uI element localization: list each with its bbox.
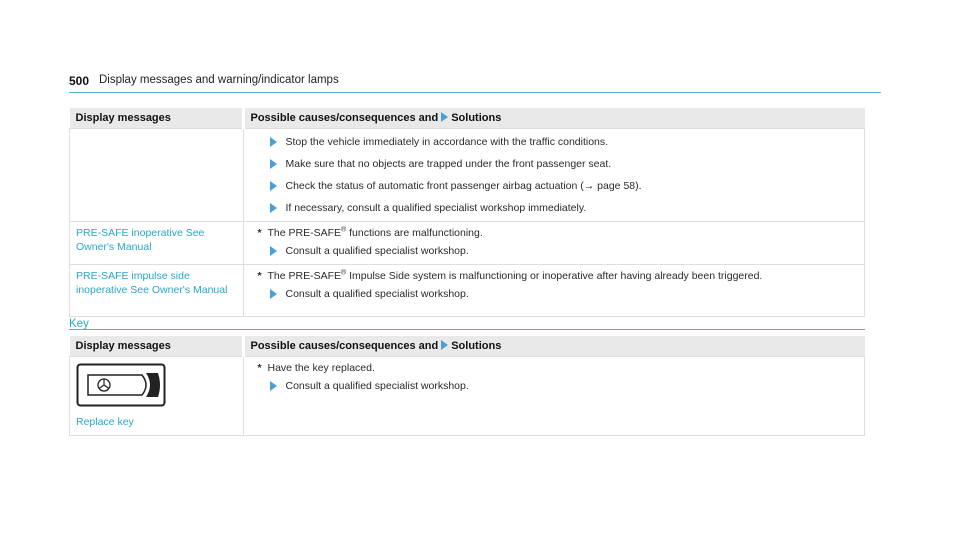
table-header-row xyxy=(70,108,865,129)
solution-arrow-icon xyxy=(270,381,277,391)
message-cell xyxy=(70,222,244,265)
solution-step-text: If necessary, consult a qualified specialist workshop immediately. xyxy=(285,202,587,214)
table-row xyxy=(70,265,865,317)
asterisk-icon: * xyxy=(257,270,262,282)
solution-step xyxy=(250,287,859,301)
causes-cell xyxy=(243,265,865,317)
causes-cell xyxy=(243,129,865,222)
section-title: Key xyxy=(69,318,89,330)
page-title: Display messages and warning/indicator lamps xyxy=(99,74,339,86)
solution-step xyxy=(250,135,859,149)
table-row xyxy=(70,357,865,436)
message-cell xyxy=(70,265,244,317)
display-message-replace-key: Replace key xyxy=(76,416,134,428)
display-messages-table xyxy=(69,108,865,317)
solution-arrow-icon xyxy=(270,137,277,147)
solution-step xyxy=(250,201,859,215)
column-header-causes xyxy=(243,108,865,129)
display-message-pre-safe-impulse-side: PRE-SAFE impulse side inoperative See Owner's Manual xyxy=(76,270,228,296)
cause-text: * Have the key replaced. xyxy=(257,362,375,374)
column-header-solutions-text: Solutions xyxy=(451,340,502,352)
causes-cell xyxy=(243,222,865,265)
solution-step xyxy=(250,244,859,258)
solution-step xyxy=(250,379,859,393)
solution-arrow-icon xyxy=(270,289,277,299)
solution-arrow-icon xyxy=(270,181,277,191)
display-message-pre-safe-inoperative: PRE-SAFE inoperative See Owner's Manual xyxy=(76,227,205,253)
causes-cell xyxy=(243,357,865,436)
solution-step-text: Stop the vehicle immediately in accordance with the traffic conditions. xyxy=(285,136,609,148)
column-header-display-messages: Display messages xyxy=(70,108,244,129)
cause-text: * The PRE-SAFE® functions are malfunctioning. xyxy=(257,226,483,239)
table-header-row xyxy=(70,336,865,357)
solution-step xyxy=(250,157,859,171)
key-fob-icon xyxy=(76,363,166,407)
solution-arrow-icon xyxy=(270,159,277,169)
solution-step-text: Consult a qualified specialist workshop. xyxy=(285,380,469,392)
asterisk-icon: * xyxy=(257,227,262,239)
page-number: 500 xyxy=(69,74,90,88)
solution-arrow-icon xyxy=(441,340,448,350)
page-header xyxy=(69,74,881,93)
column-header-solutions-text: Solutions xyxy=(451,112,502,124)
solution-step-text: Make sure that no objects are trapped under the front passenger seat. xyxy=(285,158,612,170)
solution-arrow-icon xyxy=(270,246,277,256)
message-cell xyxy=(70,357,244,436)
section-heading-key xyxy=(69,314,865,330)
solution-step-text: Consult a qualified specialist workshop. xyxy=(285,245,469,257)
column-header-display-messages: Display messages xyxy=(70,336,244,357)
column-header-causes-text: Possible causes/consequences and xyxy=(250,112,439,124)
message-cell xyxy=(70,129,244,222)
column-header-causes-text: Possible causes/consequences and xyxy=(250,340,439,352)
table-row xyxy=(70,222,865,265)
cause-text: * The PRE-SAFE® Impulse Side system is malfunctioning or inoperative after having already been triggered. xyxy=(257,269,763,282)
solution-step xyxy=(250,179,859,193)
key-messages-table xyxy=(69,336,865,436)
solution-step-text: Consult a qualified specialist workshop. xyxy=(285,288,469,300)
table-row xyxy=(70,129,865,222)
solution-step-text: Check the status of automatic front passenger airbag actuation (→ page 58). xyxy=(285,180,642,192)
asterisk-icon: * xyxy=(257,362,262,374)
solution-arrow-icon xyxy=(441,112,448,122)
solution-arrow-icon xyxy=(270,203,277,213)
column-header-causes xyxy=(243,336,865,357)
